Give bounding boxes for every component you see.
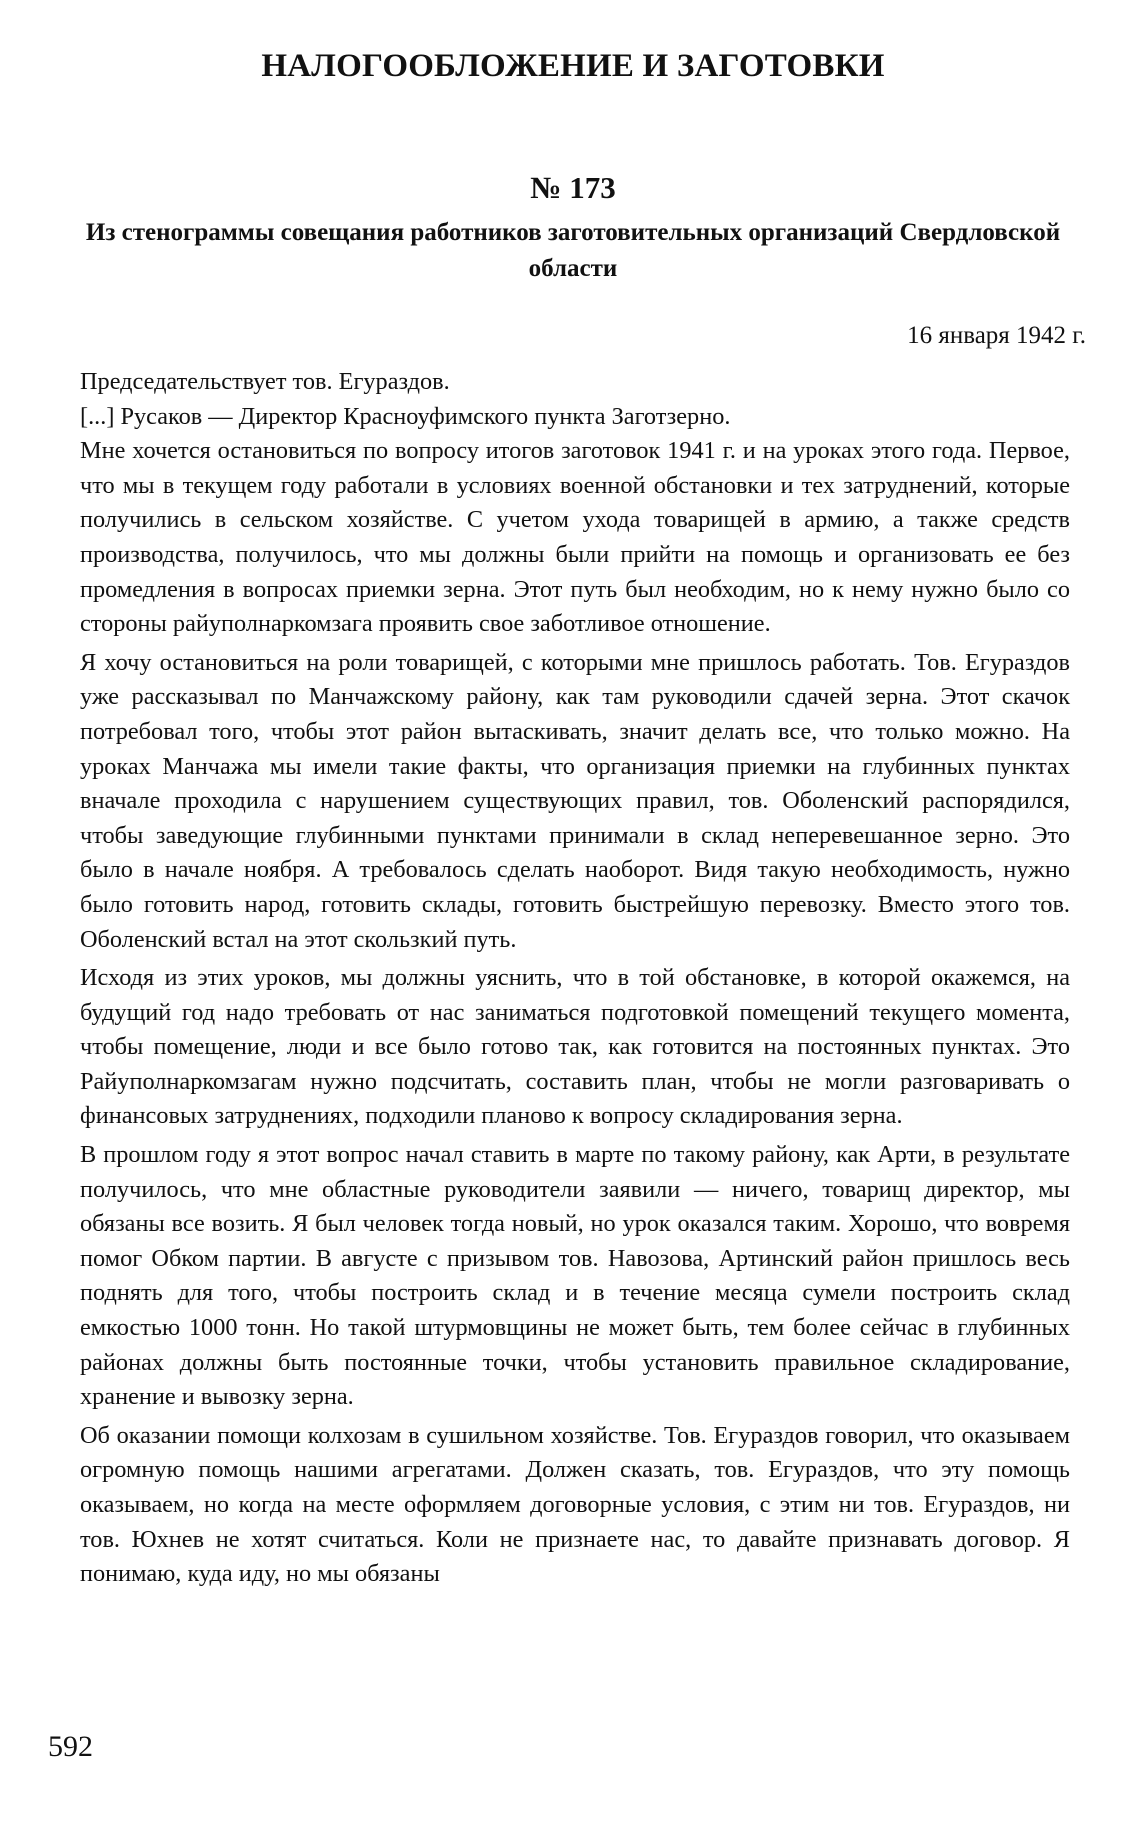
document-heading: Из стенограммы совещания работников заготовительных организаций Свердловской области (85, 219, 1061, 282)
page-number: 592 (48, 1730, 93, 1763)
paragraph-body: Я хочу остановиться на роли товарищей, с которыми мне пришлось работать. Тов. Егураздов уже рассказывал по Манчажскому району, как там руководили сдачей зерна. Этот скачок потребовал того, чтобы этот район вытаскивать, значит делать все, что только можно. На уроках Манчажа мы имели такие факты, что организация приемки на глубинных пунктах вначале проходила с нарушением существующих правил, тов. Оболенский распорядился, чтобы заведующие глубинными пунктами принимали в склад неперевешанное зерно. Это было в начале ноября. А требовалось сделать наоборот. Видя такую необходимость, нужно было готовить народ, готовить склады, готовить быстрейшую перевозку. Вместо этого тов. Оболенский встал на этот скользкий путь. (80, 648, 1070, 953)
paragraph-body: Исходя из этих уроков, мы должны уяснить, что в той обстановке, в которой окажемся, на будущий год надо требовать от нас заниматься подготовкой помещений текущего момента, чтобы помещение, люди и все было готово так, как готовится на постоянных пунктах. Это Райуполнаркомзагам нужно подсчитать, составить план, чтобы не могли разговаривать о финансовых затруднениях, подходили планово к вопросу складирования зерна. (80, 964, 1070, 1130)
paragraph-body: Об оказании помощи колхозам в сушильном хозяйстве. Тов. Егураздов говорил, что оказываем огромную помощь нашими агрегатами. Должен сказать, тов. Егураздов, что эту помощь оказываем, но когда на месте оформляем договорные условия, с этим ни тов. Егураздов, ни тов. Юхнев не хотят считаться. Коли не признаете нас, то давайте признавать договор. Я понимаю, куда иду, но мы обязаны (80, 1421, 1070, 1588)
section-title: НАЛОГООБЛОЖЕНИЕ И ЗАГОТОВКИ (261, 48, 885, 84)
paragraph-body: В прошлом году я этот вопрос начал ставить в марте по такому району, как Арти, в результате получилось, что мне областные руководители заявили — ничего, товарищ директор, мы обязаны все возить. Я был человек тогда новый, но урок оказался таким. Хорошо, что вовремя помог Обком партии. В августе с призывом тов. Навозова, Артинский район пришлось весь поднять для того, чтобы построить склад и в течение месяца сумели построить склад емкостью 1000 тонн. Но такой штурмовщины не может быть, тем более сейчас в глубинных районах должны быть постоянные точки, чтобы установить правильное складирование, хранение и вывозку зерна. (80, 1141, 1070, 1411)
document-body (80, 365, 1070, 1592)
paragraph-chair: Председательствует тов. Егураздов. (80, 368, 450, 395)
document-date: 16 января 1942 г. (907, 322, 1086, 349)
paragraph-speaker: [...] Русаков — Директор Красноуфимского пункта Заготзерно. (80, 402, 731, 430)
paragraph-body: Мне хочется остановиться по вопросу итогов заготовок 1941 г. и на уроках этого года. Первое, что мы в текущем году работали в условиях военной обстановки и тех затруднений, которые получились в сельском хозяйстве. С учетом ухода товарищей в армию, а также средств производства, получилось, что мы должны были прийти на помощь и организовать ее без промедления в вопросах приемки зерна. Этот путь был необходим, но к нему нужно было со стороны райуполнаркомзага проявить свое заботливое отношение. (80, 437, 1070, 638)
document-number: № 173 (530, 170, 616, 205)
